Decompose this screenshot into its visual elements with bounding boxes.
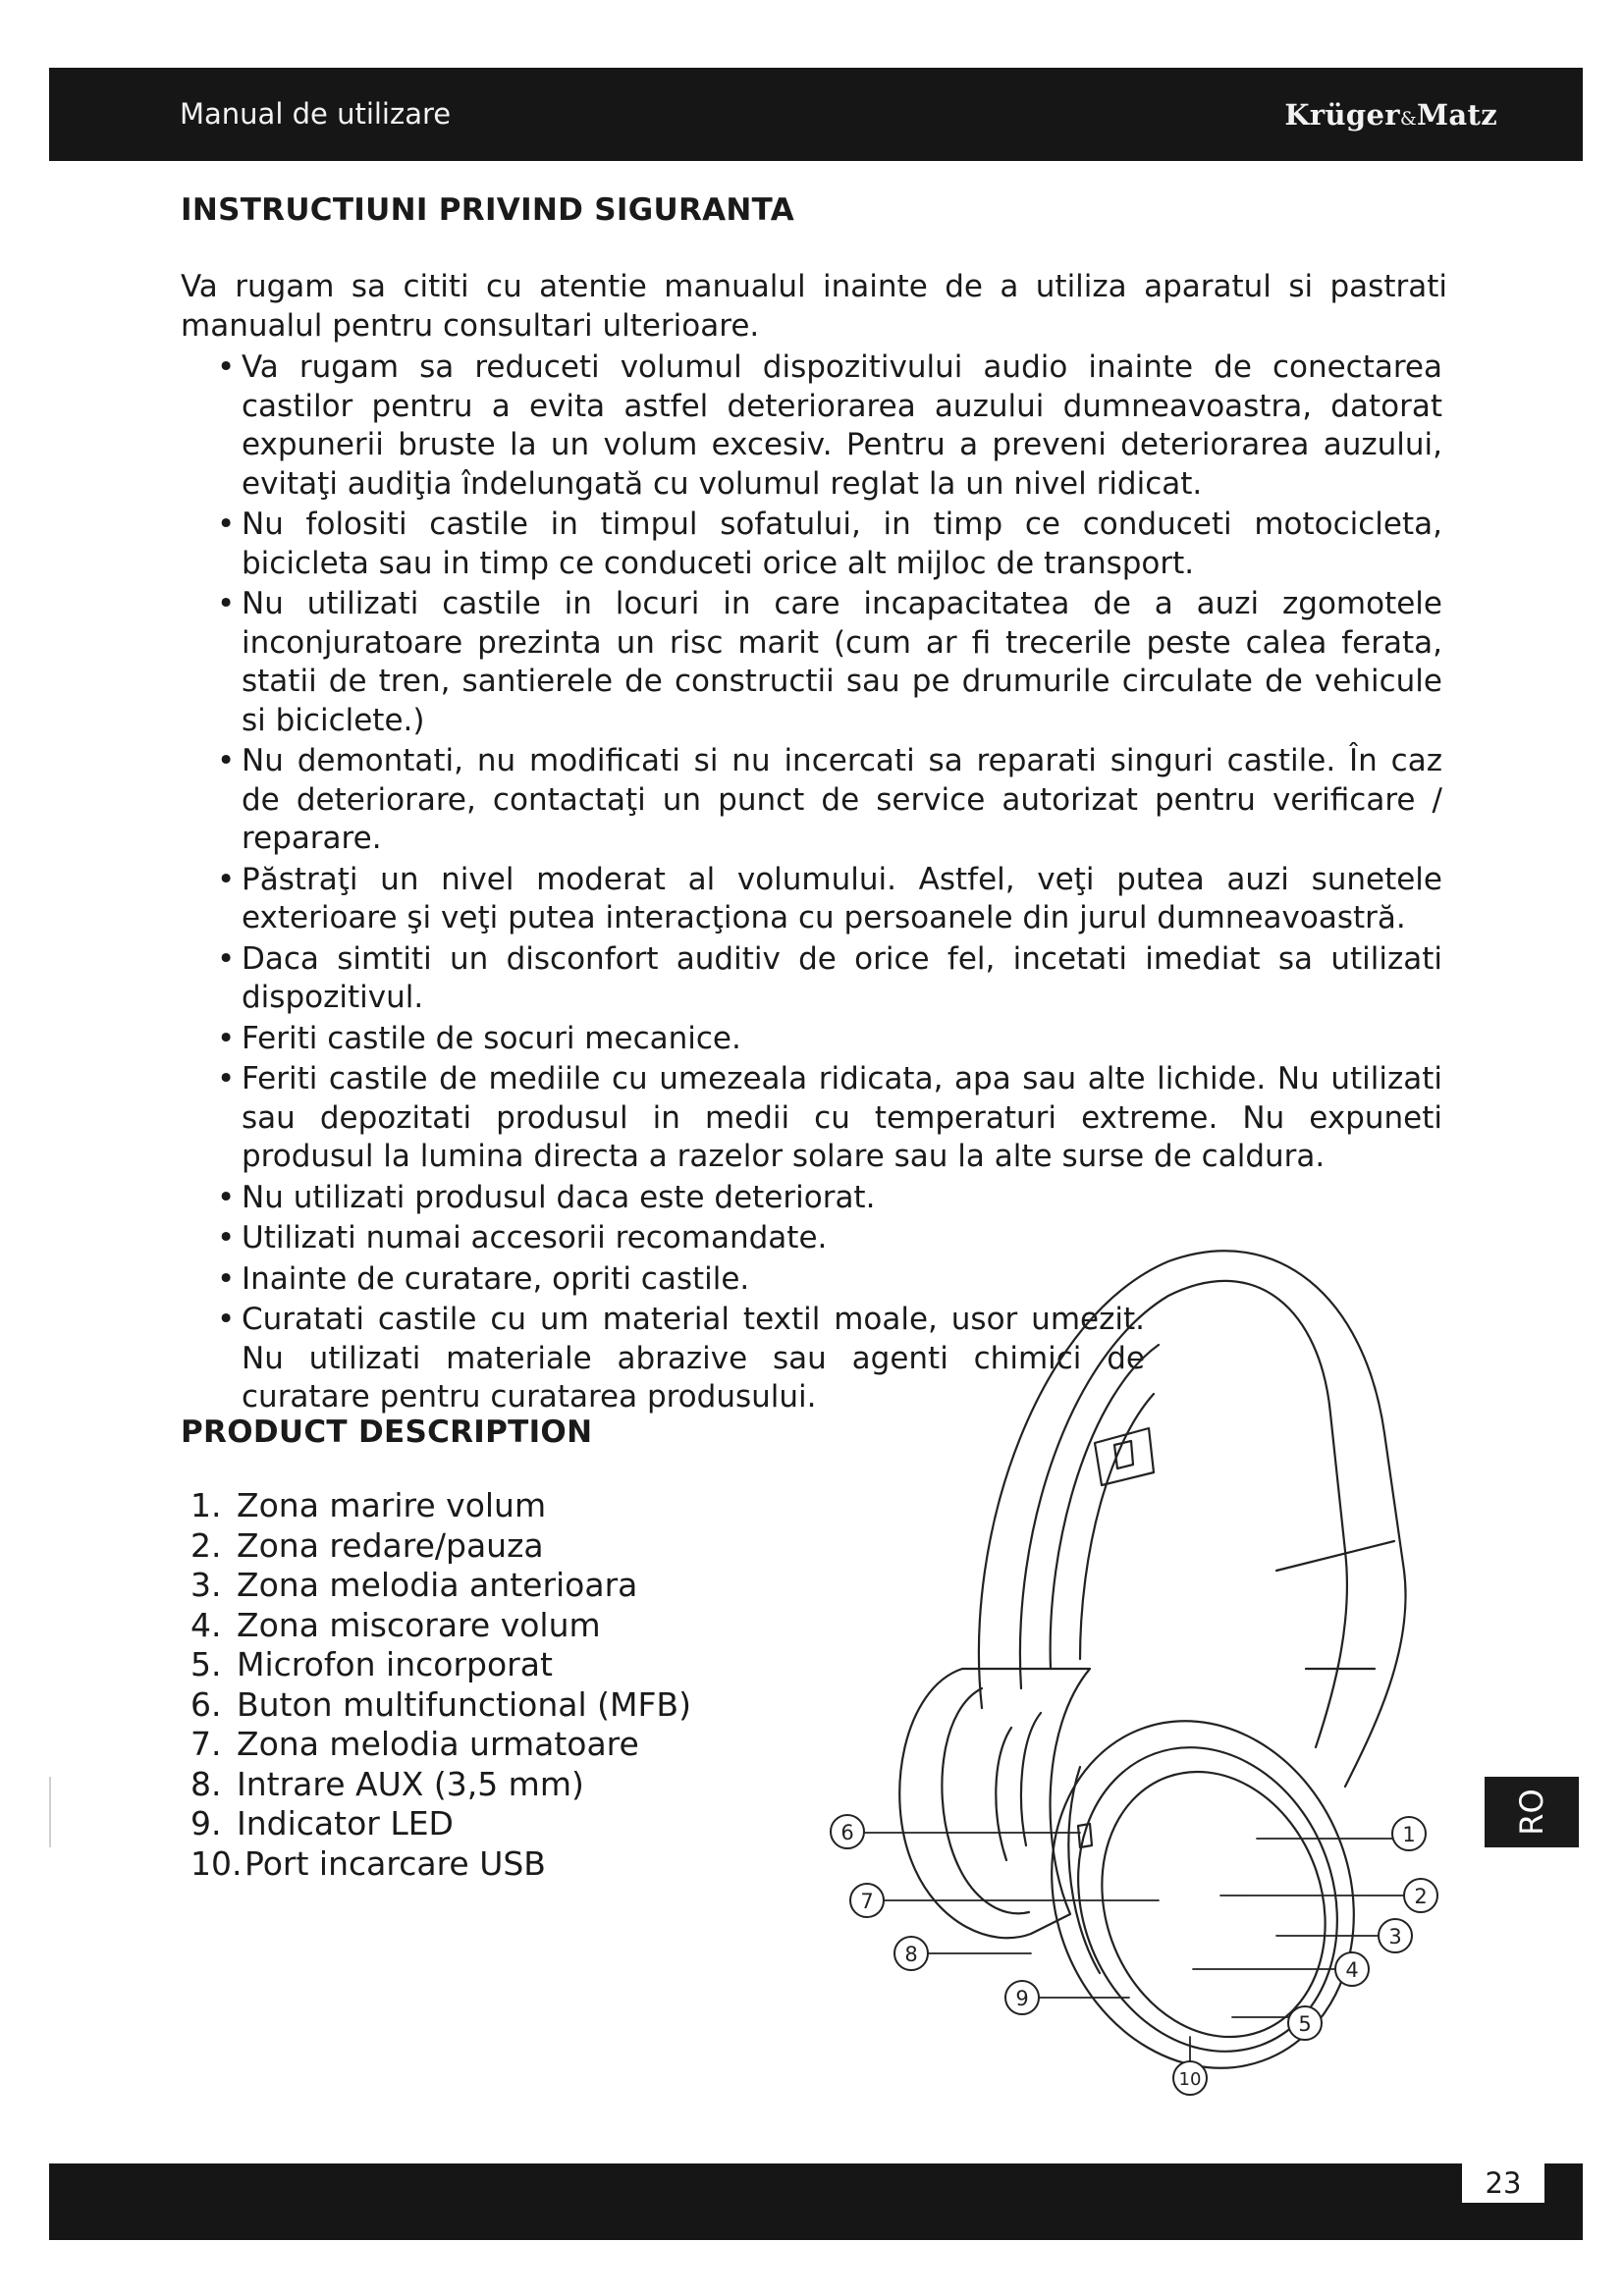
bullet-icon: • — [217, 1061, 236, 1096]
callout-9 — [1005, 1981, 1039, 2014]
brand-logo-end: Matz — [1417, 98, 1497, 132]
callout-6-label: 6 — [840, 1821, 854, 1844]
product-item-label: Zona melodia urmatoare — [237, 1725, 639, 1763]
safety-item — [181, 1020, 1442, 1059]
callout-5 — [1288, 2006, 1322, 2040]
bullet-icon: • — [217, 1020, 236, 1056]
product-item-label: Buton multifunctional (MFB) — [237, 1684, 691, 1724]
product-item-number: 9. — [190, 1804, 222, 1842]
callout-4-label: 4 — [1345, 1958, 1359, 1982]
safety-item — [181, 348, 1442, 504]
callout-2-label: 2 — [1414, 1885, 1428, 1908]
page-number: 23 — [1462, 2163, 1544, 2203]
product-item-label: Indicator LED — [237, 1804, 454, 1842]
product-item — [190, 1645, 691, 1685]
product-item-number: 3. — [190, 1566, 222, 1604]
product-item-number: 7. — [190, 1725, 222, 1763]
callout-7-label: 7 — [860, 1890, 874, 1913]
callout-6 — [831, 1815, 864, 1848]
product-item — [190, 1486, 691, 1526]
language-tab-label: RO — [1513, 1789, 1550, 1836]
product-item — [190, 1566, 691, 1606]
product-heading: PRODUCT DESCRIPTION — [181, 1415, 593, 1450]
callout-2 — [1404, 1879, 1437, 1912]
product-item — [190, 1804, 691, 1844]
product-item-number: 4. — [190, 1605, 222, 1644]
safety-item — [181, 585, 1442, 740]
headband — [979, 1251, 1406, 1787]
callout-9-label: 9 — [1015, 1987, 1029, 2010]
product-item — [190, 1844, 691, 1885]
safety-item-text: Daca simtiti un disconfort auditiv de orice fel, incetati imediat sa utilizati dispozitivul. — [242, 940, 1442, 1015]
footer-bar — [49, 2163, 1583, 2240]
safety-item-text: Păstraţi un nivel moderat al volumului. Astfel, veţi putea auzi sunetele exterioare şi veţi putea interacţiona cu persoanele din jurul dumneavoastră. — [242, 861, 1442, 935]
callout-4 — [1335, 1952, 1369, 1986]
safety-item-text: Nu demontati, nu modificati si nu incercati sa reparati singuri castile. În caz de deteriorare, contactaţi un punct de service autorizat pentru verificare / reparare. — [242, 743, 1442, 856]
safety-item-text: Nu utilizati produsul daca este deteriorat. — [242, 1179, 876, 1215]
header-bar — [49, 68, 1583, 161]
product-item-number: 6. — [190, 1684, 222, 1724]
product-item-number: 1. — [190, 1486, 222, 1524]
callout-5-label: 5 — [1298, 2012, 1312, 2036]
bullet-icon: • — [217, 743, 236, 778]
product-item-label: Zona redare/pauza — [237, 1525, 544, 1565]
language-tab — [1485, 1777, 1579, 1847]
product-item-number: 8. — [190, 1764, 222, 1803]
left-ear-cushion — [899, 1669, 1090, 1938]
safety-item-text: Feriti castile de mediile cu umezeala ridicata, apa sau alte lichide. Nu utilizati sau depozitati produsul in medii cu temperaturi extreme. Nu expuneti produsul la lumina directa a razelor solare sau la alte surse de caldura. — [242, 1061, 1442, 1174]
safety-item-text: Feriti castile de socuri mecanice. — [242, 1020, 741, 1056]
safety-item — [181, 506, 1442, 583]
safety-item — [181, 940, 1442, 1018]
product-item-number: 10. — [190, 1843, 243, 1883]
callout-1 — [1392, 1817, 1426, 1850]
safety-item-text: Nu folositi castile in timpul sofatului, in timp ce conduceti motocicleta, bicicleta sau in timp ce conduceti orice alt mijloc de transport. — [242, 507, 1442, 581]
product-item — [190, 1606, 691, 1646]
callout-3-label: 3 — [1388, 1925, 1402, 1949]
safety-item-text: Nu utilizati castile in locuri in care incapacitatea de a auzi zgomotele inconjuratoare prezinta un risc marit (cum ar fi trecerile peste calea ferata, statii de tren, santierele de constructii sau pe drumurile circulate de vehicule si biciclete.) — [242, 586, 1442, 738]
safety-item — [181, 861, 1442, 938]
brand-logo — [1284, 98, 1497, 132]
header-title: Manual de utilizare — [180, 97, 452, 131]
safety-item-text: Inainte de curatare, opriti castile. — [242, 1260, 750, 1297]
callout-1-label: 1 — [1402, 1823, 1416, 1846]
bullet-icon: • — [217, 349, 236, 385]
bullet-icon: • — [217, 1302, 236, 1337]
product-item — [190, 1725, 691, 1765]
safety-item-text: Va rugam sa reduceti volumul dispozitivului audio inainte de conectarea castilor pentru a evita astfel deteriorarea auzului dumneavoastra, datorat expunerii bruste la un volum excesiv. Pentru a preveni deteriorarea auzului, evitaţi audiţia îndelungată cu volumul reglat la un nivel ridicat. — [242, 349, 1442, 502]
product-item — [190, 1526, 691, 1567]
bullet-icon: • — [217, 1260, 236, 1297]
product-list — [190, 1486, 691, 1884]
safety-item-text: Utilizati numai accesorii recomandate. — [242, 1220, 828, 1255]
callout-8 — [894, 1937, 928, 1970]
bullet-icon: • — [217, 507, 236, 542]
product-item-number: 5. — [190, 1645, 222, 1683]
product-item-label: Zona miscorare volum — [237, 1605, 601, 1644]
product-item-label: Zona marire volum — [237, 1486, 547, 1524]
callout-3 — [1379, 1919, 1412, 1952]
brand-logo-main: Krüger — [1284, 98, 1400, 132]
callout-8-label: 8 — [904, 1943, 918, 1966]
product-item — [190, 1765, 691, 1805]
callout-7 — [850, 1884, 884, 1917]
safety-item — [181, 742, 1442, 859]
product-item-label: Microfon incorporat — [237, 1645, 553, 1683]
bullet-icon: • — [217, 940, 236, 977]
brand-logo-amp: & — [1399, 108, 1418, 130]
callout-10 — [1173, 2061, 1207, 2095]
safety-item — [181, 1179, 1442, 1218]
bullet-icon: • — [217, 1220, 236, 1255]
callout-10-label: 10 — [1178, 2069, 1202, 2090]
side-margin-mark — [49, 1777, 51, 1847]
product-item-label: Zona melodia anterioara — [237, 1566, 638, 1604]
safety-heading: INSTRUCTIUNI PRIVIND SIGURANTA — [181, 192, 795, 228]
bullet-icon: • — [217, 1179, 236, 1215]
product-item-label: Port incarcare USB — [244, 1843, 546, 1883]
safety-item-text: Curatati castile cu um material textil moale, usor umezit. Nu utilizati materiale abrazive sau agenti chimici de curatare pentru curatarea produsului. — [242, 1302, 1145, 1415]
safety-item — [181, 1060, 1442, 1177]
bullet-icon: • — [217, 861, 236, 897]
safety-intro: Va rugam sa cititi cu atentie manualul inainte de a utiliza aparatul si pastrati manualul pentru consultari ulterioare. — [181, 269, 1447, 344]
product-item-number: 2. — [190, 1525, 222, 1565]
product-item — [190, 1685, 691, 1726]
product-item-label: Intrare AUX (3,5 mm) — [237, 1764, 584, 1803]
bullet-icon: • — [217, 586, 236, 621]
headphones-illustration — [776, 1237, 1463, 2110]
